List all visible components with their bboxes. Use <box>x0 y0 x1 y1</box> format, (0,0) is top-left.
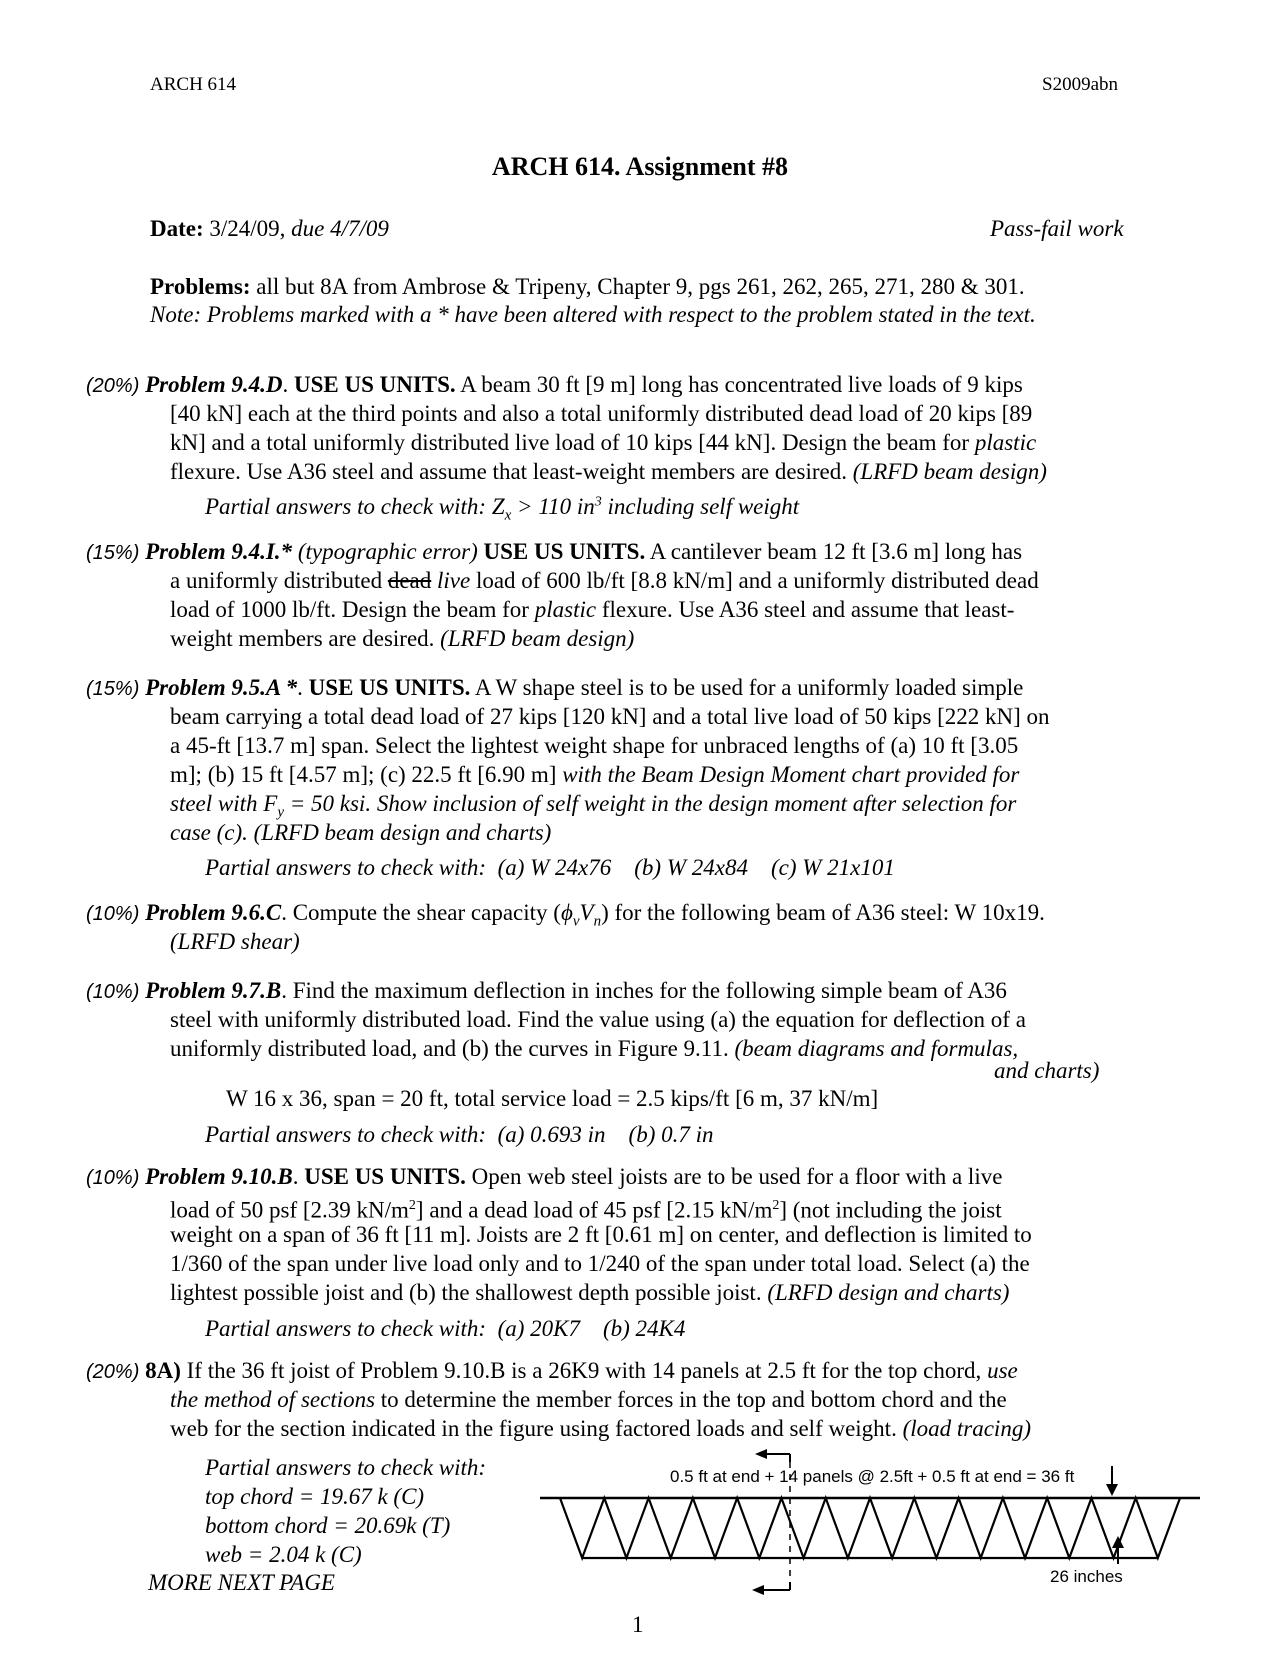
problem-9-5-a: (15%) Problem 9.5.A *. USE US UNITS. A W shape steel is to be used for a uniformly loaded simple <box>86 675 1024 700</box>
cut-arrowhead-bottom-icon <box>752 1585 764 1595</box>
p1-line4: flexure. Use A36 steel and assume that least-weight members are desired. (LRFD beam design) <box>170 459 1047 484</box>
phi-symbol: ϕ <box>560 900 573 925</box>
joist-figure <box>540 1440 1200 1600</box>
p3-line5: steel with $F_y = 50$ ksi. Show inclusion of self weight in the design moment after selection for <box>170 791 1017 821</box>
weight-percent: (10%) <box>86 903 140 925</box>
p6-line4: 1/360 of the span under live load only and to 1/240 of the span under total load. Select (a) the <box>170 1251 1030 1276</box>
problem-number: Problem 9.6.C <box>145 900 282 925</box>
problem-number: 8A) <box>145 1358 181 1383</box>
p7-answer-top-chord: top chord = 19.67 k (C) <box>205 1484 425 1509</box>
p5-answer: Partial answers to check with: (a) 0.693 in (b) 0.7 in <box>205 1122 714 1147</box>
weight-percent: (20%) <box>86 1361 140 1383</box>
p1-line2: [40 kN] each at the third points and also a total uniformly distributed dead load of 20 kips [89 <box>170 401 1033 426</box>
problems-intro <box>150 272 1025 301</box>
p5-line3: uniformly distributed load, and (b) the curves in Figure 9.11. (beam diagrams and formulas, <box>170 1036 1019 1061</box>
p3-answer: Partial answers to check with: (a) W 24x76 (b) W 24x84 (c) W 21x101 <box>205 855 895 880</box>
load-arrow-icon <box>1106 1484 1118 1496</box>
weight-percent: (10%) <box>86 981 140 1003</box>
p7-line2: the method of sections to determine the member forces in the top and bottom chord and the <box>170 1387 1007 1412</box>
depth-label: 26 inches <box>1050 1567 1123 1586</box>
p2-line3: load of 1000 lb/ft. Design the beam for plastic flexure. Use A36 steel and assume that least- <box>170 597 1015 622</box>
problem-8a: (20%) 8A) If the 36 ft joist of Problem 9.10.B is a 26K9 with 14 panels at 2.5 ft for the top chord, use <box>86 1358 1018 1383</box>
date-value: 3/24/09, <box>209 216 286 241</box>
p1-line3: kN] and a total uniformly distributed live load of 10 kips [44 kN]. Design the beam for plastic <box>170 430 1037 455</box>
corrected-word: live <box>437 568 471 593</box>
p7-answer-bottom-chord: bottom chord = 20.69k (T) <box>205 1513 451 1538</box>
problem-9-6-c: (10%) Problem 9.6.C. Compute the shear capacity $(\phi_vV_n)$ for the following beam of A36 steel: W 10x19. <box>86 900 1045 930</box>
p3-line2: beam carrying a total dead load of 27 kips [120 kN] and a total live load of 50 kips [222 kN] on <box>170 704 1050 729</box>
problem-9-10-b: (10%) Problem 9.10.B. USE US UNITS. Open web steel joists are to be used for a floor with a live <box>86 1164 1003 1189</box>
p2-line4: weight members are desired. (LRFD beam design) <box>170 626 635 651</box>
problem-number: Problem 9.7.B <box>145 978 282 1003</box>
p5-given: W 16 x 36, span = 20 ft, total service load = 2.5 kips/ft [6 m, 37 kN/m] <box>226 1086 879 1111</box>
span-label: 0.5 ft at end + 14 panels @ 2.5ft + 0.5 ft at end = 36 ft <box>670 1467 1075 1486</box>
problem-9-4-d: (20%) Problem 9.4.D. USE US UNITS. A beam 30 ft [9 m] long has concentrated live loads of 9 kips <box>86 372 1023 397</box>
header-course: ARCH 614 <box>150 74 237 95</box>
p6-line5: lightest possible joist and (b) the shallowest depth possible joist. (LRFD design and charts) <box>170 1280 1010 1305</box>
units-note: USE US UNITS. <box>304 1164 466 1189</box>
p4-line2: (LRFD shear) <box>170 929 300 954</box>
weight-percent: (10%) <box>86 1167 140 1189</box>
due-date: due 4/7/09 <box>291 216 389 241</box>
p6-answer: Partial answers to check with: (a) 20K7 (b) 24K4 <box>205 1316 686 1341</box>
problem-number: Problem 9.4.I.* <box>145 539 293 564</box>
web-members <box>560 1498 1180 1558</box>
p1-answer: Partial answers to check with: $Z_x > 110$ $in^3$ including self weight <box>205 494 800 524</box>
problem-9-4-i: (15%) Problem 9.4.I.* (typographic error) USE US UNITS. A cantilever beam 12 ft [3.6 m] long has <box>86 539 1023 564</box>
grading-note: Pass-fail work <box>990 216 1124 241</box>
problem-number: Problem 9.5.A * <box>145 675 298 700</box>
more-next-page: MORE NEXT PAGE <box>148 1570 335 1595</box>
p5-line2: steel with uniformly distributed load. Find the value using (a) the equation for deflection of a <box>170 1007 1026 1032</box>
problem-number: Problem 9.10.B <box>145 1164 293 1189</box>
p3-line4: m]; (b) 15 ft [4.57 m]; (c) 22.5 ft [6.90 m] with the Beam Design Moment chart provided for <box>170 762 1020 787</box>
weight-percent: (20%) <box>86 375 140 397</box>
date-label: Date: <box>150 216 204 241</box>
page-number: 1 <box>632 1612 644 1637</box>
p7-line3: web for the section indicated in the figure using factored loads and self weight. (load tracing) <box>170 1416 1031 1441</box>
units-note: USE US UNITS. <box>483 539 646 564</box>
p7-answer-web: web = 2.04 k (C) <box>205 1542 362 1567</box>
struck-word: dead <box>387 568 432 593</box>
header-code: S2009abn <box>1042 74 1118 95</box>
units-note: USE US UNITS. <box>308 675 471 700</box>
depth-arrow-icon <box>1112 1536 1124 1548</box>
problems-note: Note: Problems marked with a * have been altered with respect to the problem stated in the text. <box>150 302 1036 327</box>
typo-note: (typographic error) <box>297 539 478 564</box>
problem-9-7-b: (10%) Problem 9.7.B. Find the maximum deflection in inches for the following simple beam of A36 <box>86 978 1007 1003</box>
problems-label: Problems: <box>150 274 251 299</box>
joist-webs <box>560 1498 1180 1558</box>
p6-line3: weight on a span of 36 ft [11 m]. Joists are 2 ft [0.61 m] on center, and deflection is limited to <box>170 1222 1032 1247</box>
p2-line2: a uniformly distributed dead live load of 600 lb/ft [8.8 kN/m] and a uniformly distributed dead <box>170 568 1039 593</box>
date-line <box>150 214 389 243</box>
units-note: USE US UNITS. <box>293 372 456 397</box>
p3-line3: a 45-ft [13.7 m] span. Select the lightest weight shape for unbraced lengths of (a) 10 ft [3.05 <box>170 733 1019 758</box>
weight-percent: (15%) <box>86 678 140 700</box>
p3-line6: case (c). (LRFD beam design and charts) <box>170 820 552 845</box>
p6-line2: load of 50 psf [2.39 $kN/m^2$] and a dead load of 45 psf [2.15 $kN/m^2$] (not including the joist <box>170 1197 1002 1223</box>
page-title: ARCH 614. Assignment #8 <box>491 152 789 181</box>
problem-number: Problem 9.4.D <box>145 372 283 397</box>
problems-text: all but 8A from Ambrose & Tripeny, Chapter 9, pgs 261, 262, 265, 271, 280 & 301. <box>256 274 1025 299</box>
p7-answer-heading: Partial answers to check with: <box>205 1455 487 1480</box>
weight-percent: (15%) <box>86 542 140 564</box>
p5-line4: and charts) <box>994 1058 1100 1083</box>
cut-arrowhead-top-icon <box>755 1449 767 1459</box>
